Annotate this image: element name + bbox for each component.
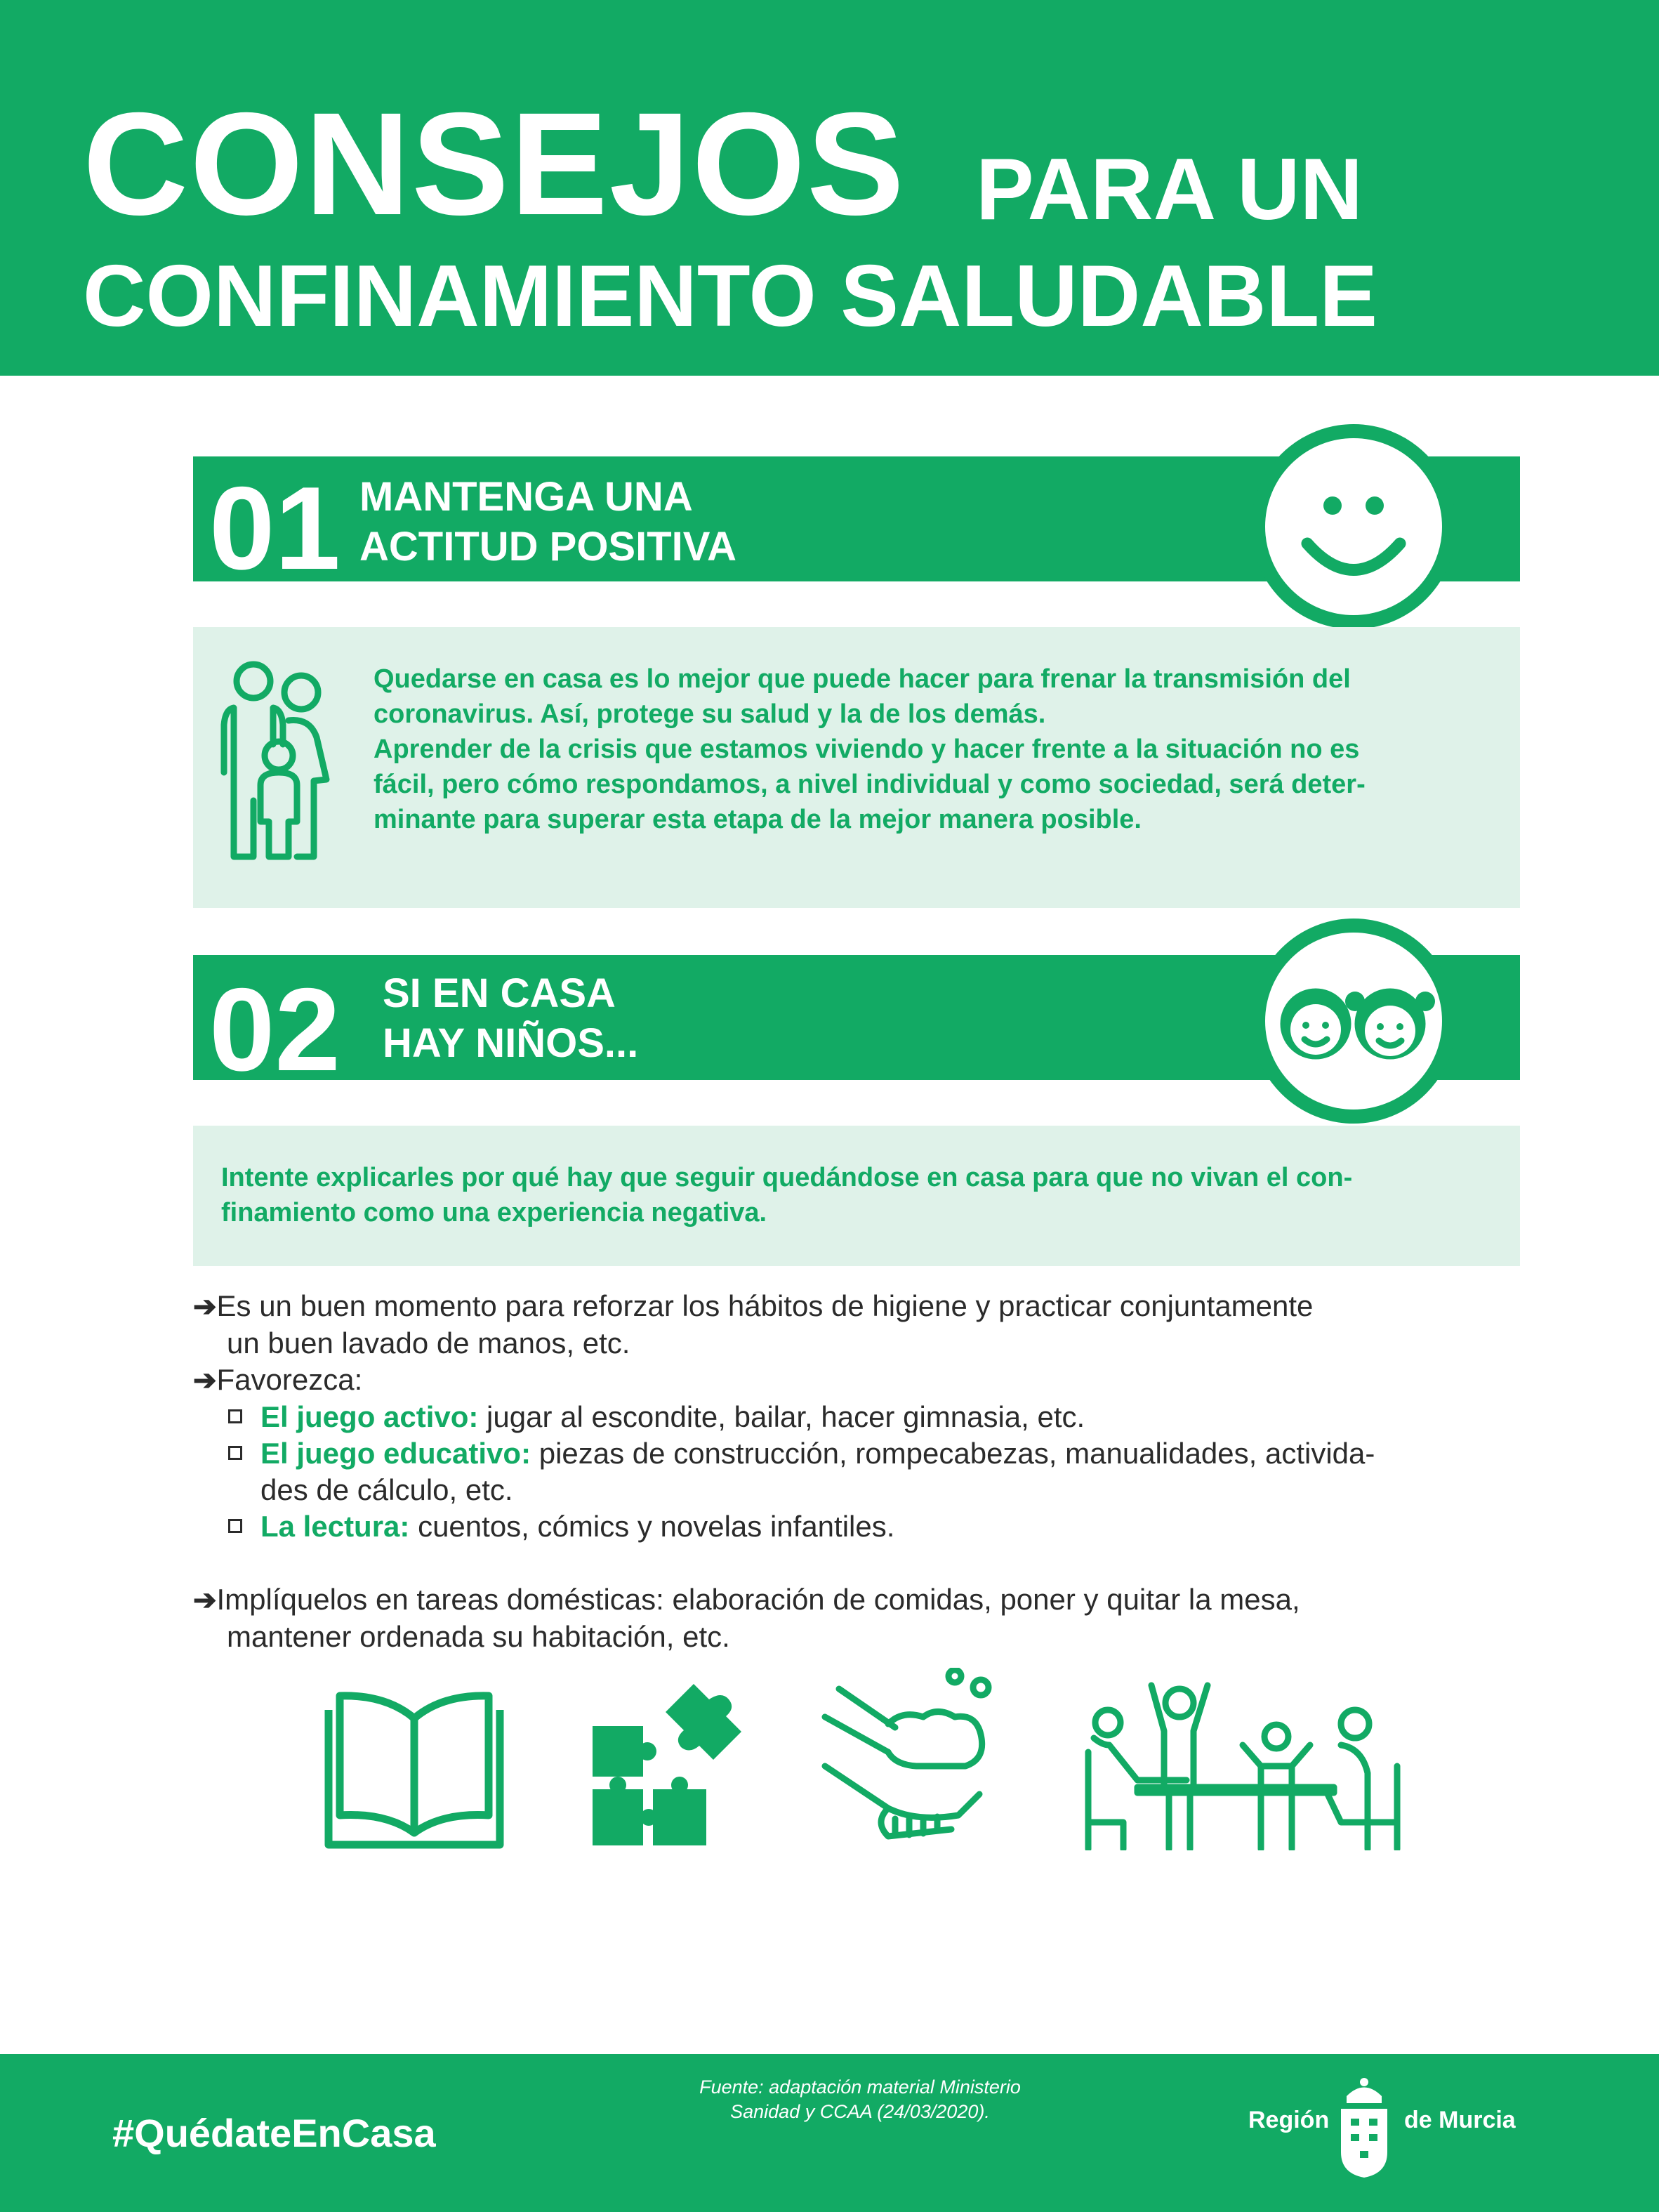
section-1-title-line2: ACTITUD POSITIVA [359, 523, 737, 570]
paragraph-line: fácil, pero cómo respondamos, a nivel individual y como sociedad, será deter- [374, 770, 1366, 799]
section-1-paragraph [374, 661, 1497, 837]
bullet-item [193, 1362, 1527, 1399]
section-1-number: 01 [209, 462, 341, 594]
puzzle-icon [588, 1684, 746, 1852]
source-line: Fuente: adaptación material Ministerio [699, 2076, 1021, 2098]
family-icon [214, 660, 355, 864]
sub-bullet-text: piezas de construcción, rompecabezas, manualidades, activida- [531, 1437, 1375, 1470]
bullet-list [193, 1288, 1527, 1655]
arrow-icon: ➔ [193, 1585, 217, 1616]
sub-bullet-item [193, 1399, 1527, 1435]
section-2-title-line1: SI EN CASA [383, 970, 616, 1016]
bullet-text: un buen lavado de manos, etc. [227, 1326, 630, 1360]
square-bullet-icon [228, 1446, 242, 1460]
region-label: de Murcia [1404, 2107, 1516, 2133]
region-murcia-crest-icon [1333, 2075, 1396, 2184]
section-1-title [359, 473, 736, 572]
arrow-icon: ➔ [193, 1291, 217, 1322]
paragraph-line: Quedarse en casa es lo mejor que puede hacer para frenar la transmisión del [374, 664, 1351, 694]
square-bullet-icon [228, 1519, 242, 1533]
section-2-title-line2: HAY NIÑOS... [383, 1020, 639, 1066]
bullet-text: Es un buen momento para reforzar los hábitos de higiene y practicar conjuntamente [216, 1289, 1314, 1322]
title-main: CONSEJOS [83, 83, 906, 246]
square-bullet-icon [228, 1409, 242, 1423]
sub-bullet-label: La lectura: [260, 1510, 410, 1543]
sub-bullet-item [193, 1508, 1527, 1545]
open-book-icon [323, 1689, 505, 1854]
paragraph-line: Aprender de la crisis que estamos viviendo y hacer frente a la situación no es [374, 735, 1360, 764]
section-2-paragraph [221, 1160, 1499, 1230]
sub-bullet-label: El juego educativo: [260, 1437, 531, 1470]
children-faces-icon [1251, 919, 1456, 1124]
source-note [642, 2075, 1078, 2124]
smiley-face-icon [1251, 424, 1456, 629]
section-2-number: 02 [209, 963, 341, 1095]
sub-bullet-text: cuentos, cómics y novelas infantiles. [409, 1510, 895, 1543]
sub-bullet-item [193, 1435, 1527, 1472]
bullet-text: Implíquelos en tareas domésticas: elaboración de comidas, poner y quitar la mesa, [216, 1583, 1300, 1616]
hand-washing-icon [818, 1668, 1014, 1854]
sub-bullet-label: El juego activo: [260, 1400, 479, 1433]
sub-bullet-text: jugar al escondite, bailar, hacer gimnasia, etc. [478, 1400, 1085, 1433]
bullet-item [193, 1581, 1527, 1619]
paragraph-line: coronavirus. Así, protege su salud y la de los demás. [374, 699, 1046, 729]
bullet-item [193, 1288, 1527, 1325]
hashtag[interactable]: #QuédateEnCasa [112, 2111, 436, 2155]
bullet-text: Favorezca: [216, 1363, 363, 1396]
paragraph-line: Intente explicarles por qué hay que seguir quedándose en casa para que no vivan el con- [221, 1163, 1353, 1192]
section-2-title [383, 969, 638, 1069]
region-label: Región [1248, 2107, 1330, 2133]
paragraph-line: finamiento como una experiencia negativa. [221, 1198, 767, 1227]
title-subtitle-2: CONFINAMIENTO SALUDABLE [83, 248, 1377, 345]
family-table-icon [1081, 1682, 1411, 1854]
section-1-title-line1: MANTENGA UNA [359, 474, 693, 520]
paragraph-line: minante para superar esta etapa de la mejor manera posible. [374, 805, 1142, 834]
arrow-icon: ➔ [193, 1365, 217, 1396]
source-line: Sanidad y CCAA (24/03/2020). [730, 2101, 990, 2122]
bullet-text: mantener ordenada su habitación, etc. [227, 1620, 730, 1653]
title-subtitle-1: PARA UN [976, 141, 1363, 238]
sub-bullet-text: des de cálculo, etc. [260, 1473, 513, 1506]
